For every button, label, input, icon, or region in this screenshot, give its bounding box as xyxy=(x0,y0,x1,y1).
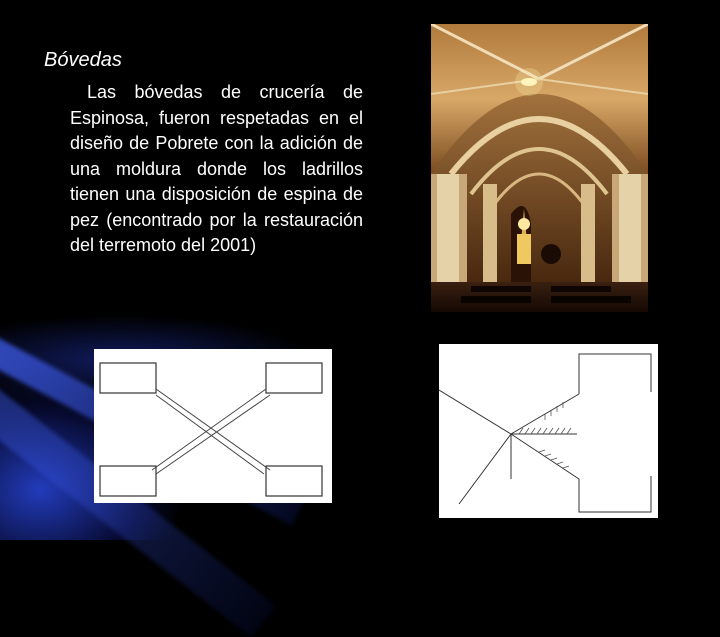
cross-vault-diagram xyxy=(94,349,332,503)
church-interior-photo xyxy=(431,24,648,312)
slide-title: Bóvedas xyxy=(44,49,122,71)
slide-body-text: Las bóvedas de crucería de Espinosa, fueron respetadas en el diseño de Pobrete con la adición de una moldura donde los ladrillos tienen una disposición de espina de pez (encontrado por la restauración del terremoto del 2001) xyxy=(70,82,363,255)
herringbone-diagram xyxy=(439,344,658,518)
